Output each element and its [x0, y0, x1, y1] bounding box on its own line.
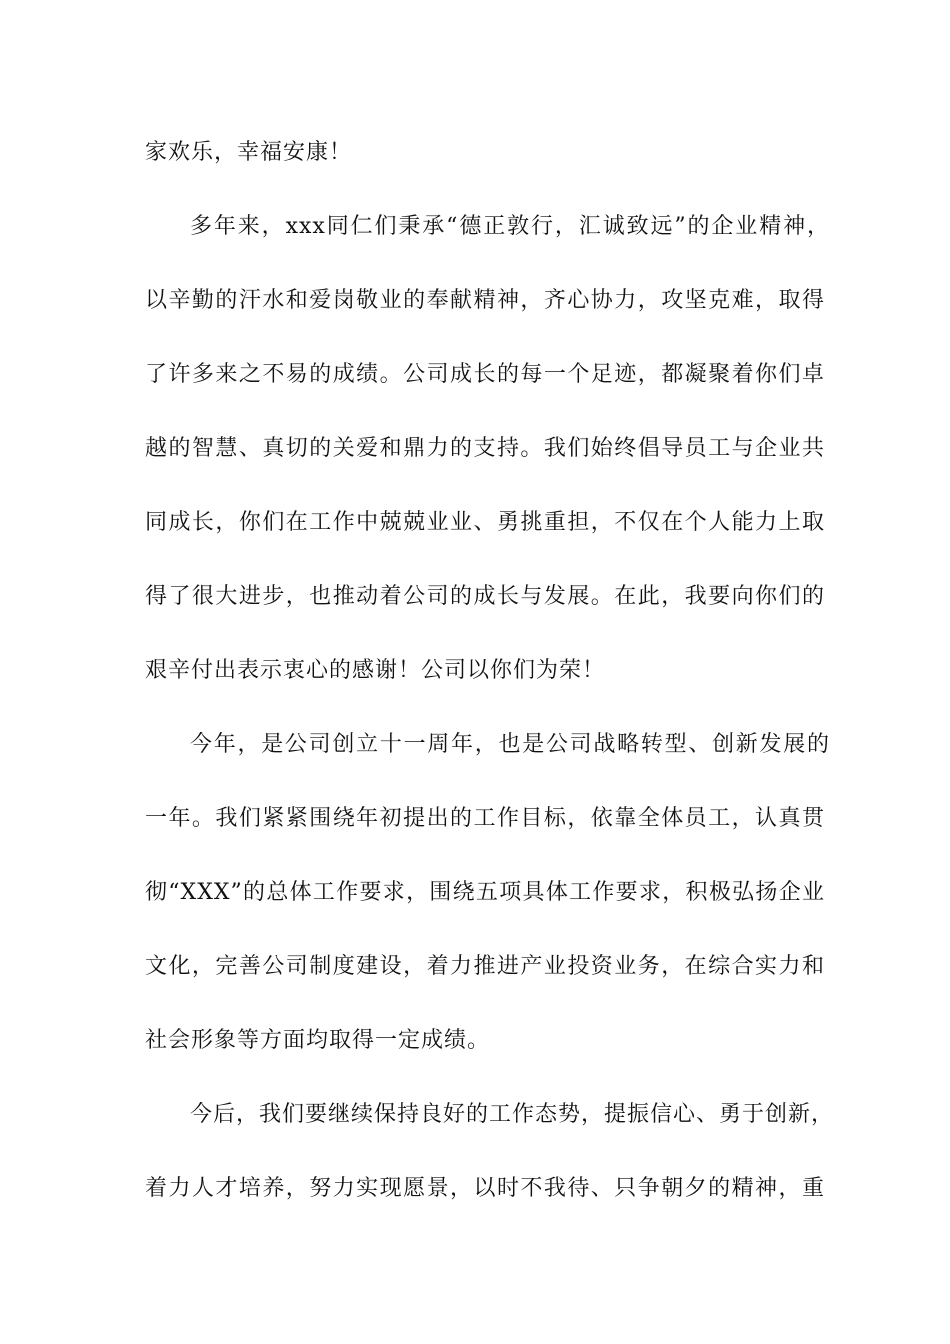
text-line-6: 同成长，你们在工作中兢兢业业、勇挑重担，不仅在个人能力上取 [145, 510, 825, 535]
text-line-13: 社会形象等方面均取得一定成绩。 [145, 1028, 491, 1053]
text-line-5: 越的智慧、真切的关爱和鼎力的支持。我们始终倡导员工与企业共 [145, 436, 825, 461]
text-line-1: 家欢乐，幸福安康！ [145, 140, 353, 165]
text-line-3: 以辛勤的汗水和爱岗敬业的奉献精神，齐心协力，攻坚克难，取得 [145, 288, 825, 313]
text-line-8: 艰辛付出表示衷心的感谢！公司以你们为荣！ [145, 658, 606, 683]
text-line-7: 得了很大进步，也推动着公司的成长与发展。在此，我要向你们的 [145, 584, 825, 609]
text-line-4: 了许多来之不易的成绩。公司成长的每一个足迹，都凝聚着你们卓 [145, 362, 825, 387]
text-line-15: 着力人才培养，努力实现愿景，以时不我待、只争朝夕的精神，重 [145, 1176, 825, 1201]
text-line-11: 彻“XXX”的总体工作要求，围绕五项具体工作要求，积极弘扬企业 [145, 880, 825, 905]
paragraph-start-line-14: 今后，我们要继续保持良好的工作态势，提振信心、勇于创新， [190, 1102, 835, 1127]
text-line-12: 文化，完善公司制度建设，着力推进产业投资业务，在综合实力和 [145, 954, 825, 979]
paragraph-start-line-2: 多年来，xxx同仁们秉承“德正敦行，汇诚致远”的企业精神， [190, 214, 830, 239]
text-line-10: 一年。我们紧紧围绕年初提出的工作目标，依靠全体员工，认真贯 [145, 806, 825, 831]
paragraph-start-line-9: 今年，是公司创立十一周年，也是公司战略转型、创新发展的 [190, 732, 830, 757]
